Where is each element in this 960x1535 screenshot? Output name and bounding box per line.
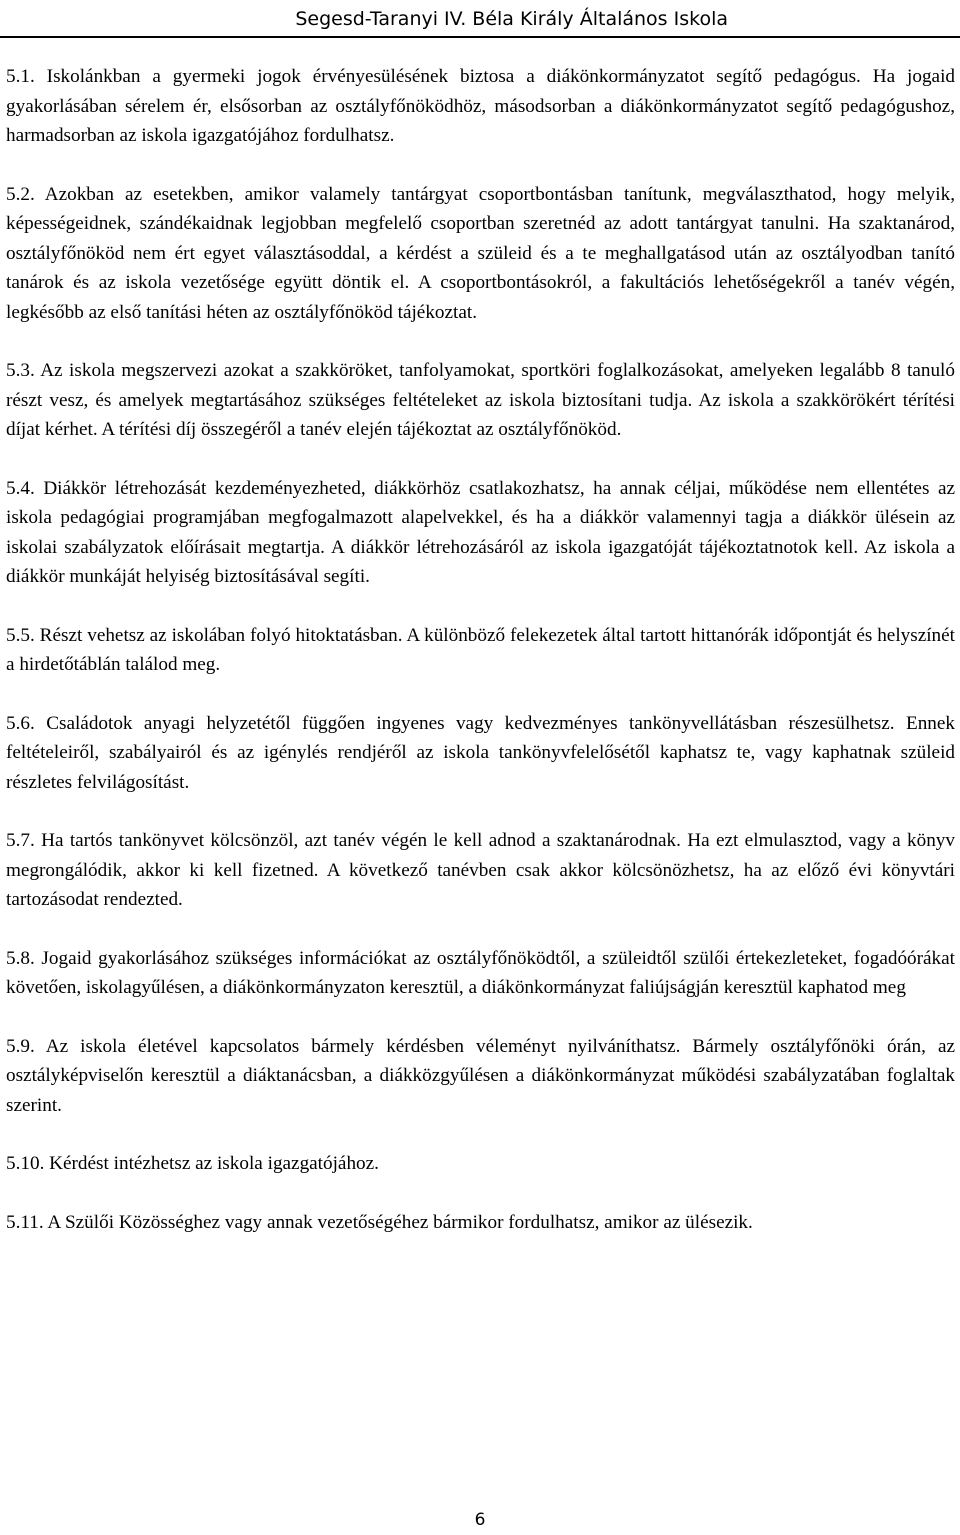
paragraph-5-1: 5.1. Iskolánkban a gyermeki jogok érvényesülésének biztosa a diákönkormányzatot segítő pedagógus. Ha jogaid gyakorlásában sérelem ér, elsősorban az osztályfőnöködhöz, másodsorban a diákönkormányzatot segítő pedagógushoz, harmadsorban az iskola igazgatójához fordulhatsz. <box>6 66 955 146</box>
paragraph-5-3: 5.3. Az iskola megszervezi azokat a szakköröket, tanfolyamokat, sportköri foglalkozásokat, amelyeken legalább 8 tanuló részt vesz, és amelyek megtartásához szükséges feltételeket az iskola biztosítani tudja. Az iskola a szakkörökért térítési díjat kérhet. A térítési díj összegéről a tanév elején tájékoztat az osztályfőnököd. <box>6 360 955 440</box>
paragraph-5-6: 5.6. Családotok anyagi helyzetétől függően ingyenes vagy kedvezményes tankönyvellátásban részesülhetsz. Ennek feltételeiről, szabályairól és az igénylés rendjéről az iskola tankönyvfelelősétől kaphatsz te, vagy kaphatnak szüleid részletes felvilágosítást. <box>6 712 955 793</box>
document-body <box>6 62 955 1266</box>
paragraph-5-4: 5.4. Diákkör létrehozását kezdeményezheted, diákkörhöz csatlakozhatsz, ha annak céljai, működése nem ellentétes az iskola pedagógiai programjában megfogalmazott alapelvekkel, és ha a diákkör valamennyi tagja a diákkör ülésein az iskolai szabályzatok előírásait megtartja. A diákkör létrehozásáról az iskola igazgatóját tájékoztatnotok kell. Az iskola a diákkör munkáját helyiség biztosításával segíti. <box>6 477 955 587</box>
paragraph-5-7: 5.7. Ha tartós tankönyvet kölcsönzöl, azt tanév végén le kell adnod a szaktanárodnak. Ha ezt elmulasztod, vagy a könyv megrongálódik, akkor ki kell fizetned. A következő tanévben csak akkor kölcsönözhetsz, ha az előző évi könyvtári tartozásodat rendezted. <box>6 830 955 910</box>
paragraph-5-5: 5.5. Részt vehetsz az iskolában folyó hitoktatásban. A különböző felekezetek által tartott hittanórák időpontját és helyszínét a hirdetőtáblán találod meg. <box>6 624 955 675</box>
paragraph-5-11: 5.11. A Szülői Közösséghez vagy annak vezetőségéhez bármikor fordulhatsz, amikor az ülésezik. <box>6 1211 753 1233</box>
page-header <box>0 4 960 38</box>
page-number: 6 <box>474 1510 486 1530</box>
paragraph-5-8: 5.8. Jogaid gyakorlásához szükséges információkat az osztályfőnöködtől, a szüleidtől szülői értekezleteket, fogadóórákat követően, iskolagyűlésen, a diákönkormányzaton keresztül, a diákönkormányzat faliújságján keresztül kaphatod meg <box>6 947 955 998</box>
paragraph-5-2: 5.2. Azokban az esetekben, amikor valamely tantárgyat csoportbontásban tanítunk, megválaszthatod, hogy melyik, képességeidnek, szándékaidnak legjobban megfelelő csoportban szeretnéd az adott tantárgyat tanulni. Ha szaktanárod, osztályfőnököd nem ért egyet választásoddal, a kérdést a szüleid és a te meghallgatásod után az osztályodban tanító tanárok és az iskola vezetősége együtt döntik el. A csoportbontásokról, a fakultációs lehetőségekről a tanév végén, legkésőbb az első tanítási héten az osztályfőnököd tájékoztat. <box>6 183 955 323</box>
paragraph-5-9: 5.9. Az iskola életével kapcsolatos bármely kérdésben véleményt nyilváníthatsz. Bármely osztályfőnöki órán, az osztályképviselőn keresztül a diáktanácsban, a diákközgyűlésen a diákönkormányzat működési szabályzatában foglaltak szerint. <box>6 1035 955 1116</box>
header-title: Segesd-Taranyi IV. Béla Király Általános Iskola <box>295 8 728 30</box>
paragraph-5-10: 5.10. Kérdést intézhetsz az iskola igazgatójához. <box>6 1153 379 1174</box>
